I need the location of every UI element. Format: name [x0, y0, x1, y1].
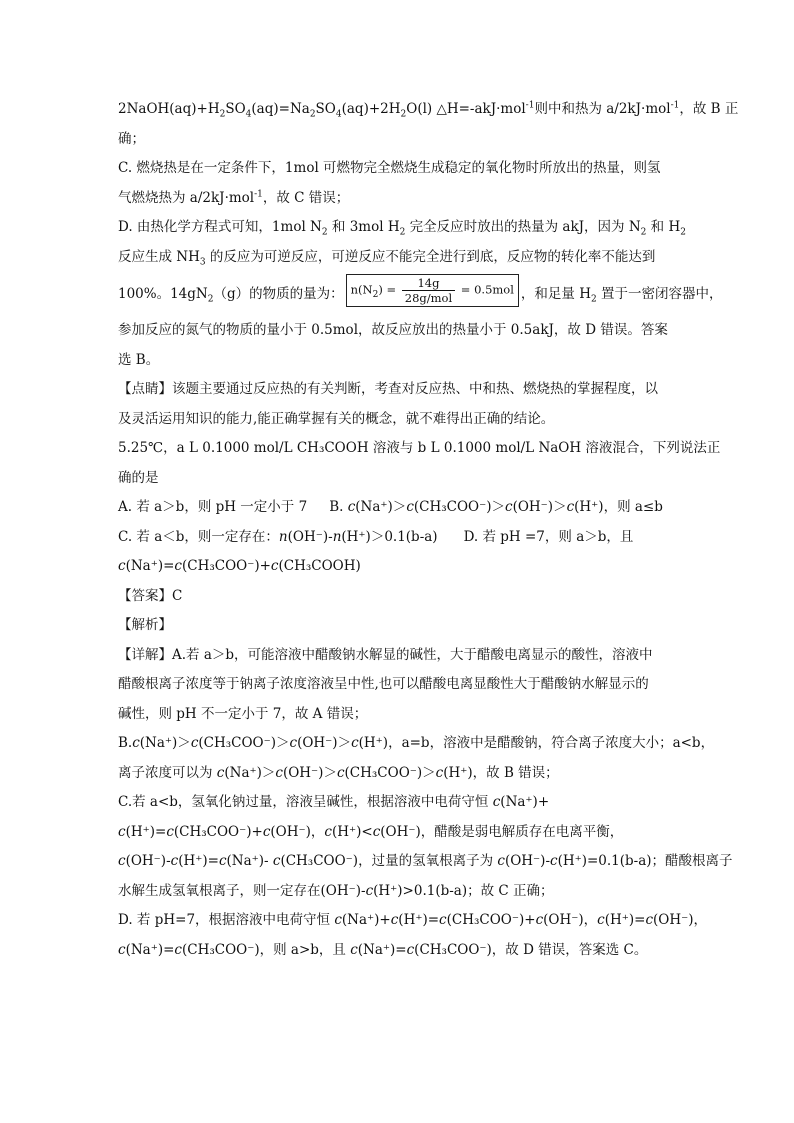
document-page	[118, 95, 739, 965]
text: c	[365, 882, 374, 899]
text: c	[497, 853, 505, 869]
text: ，和足量 H	[520, 286, 591, 302]
text-line: 碱性，则 pH 不一定小于 7，故 A 错误；	[118, 705, 368, 722]
text: (CH₃COO⁻)+	[173, 823, 263, 840]
text: c	[118, 558, 126, 574]
text: （g）的物质的量为：	[213, 286, 344, 302]
text: c	[118, 853, 126, 869]
text: D. 若 pH=7，根据溶液中电荷守恒	[118, 912, 335, 928]
text: (aq)+2H	[341, 101, 401, 117]
text: 2NaOH(aq)+H	[118, 101, 220, 117]
text: c	[334, 912, 342, 928]
subscript: 2	[590, 294, 597, 305]
text: (Na⁺)+	[500, 794, 550, 810]
text: (Na⁺)＞	[224, 764, 276, 781]
text: (CH₃COO⁻)+	[446, 912, 536, 928]
text: c	[270, 558, 279, 574]
text-line	[118, 729, 715, 759]
text: c	[535, 912, 544, 928]
option-line	[118, 523, 678, 553]
text: (OH⁻)，	[653, 912, 707, 928]
text: c	[190, 735, 199, 751]
text: (Na⁺)-	[226, 853, 273, 869]
text-line	[118, 936, 678, 966]
text: C. 若 a＜b，则一定存在：	[118, 528, 279, 545]
text: (Na⁺)=	[125, 941, 175, 958]
text: c	[272, 853, 281, 869]
text: (Na⁺)=	[357, 941, 407, 958]
option-line	[118, 493, 678, 523]
text: (OH⁻)-	[287, 528, 333, 545]
text: 100%。14gN	[118, 286, 208, 302]
text: (H⁺)，则 a≤b	[574, 499, 663, 515]
text: (CH₃COO⁻)，则 a>b，且	[181, 941, 351, 958]
text-line	[118, 243, 678, 273]
text-line	[118, 759, 678, 789]
question-line: 5.25℃，a L 0.1000 mol/L CH₃COOH 溶液与 b L 0.1000 mol/L NaOH 溶液混合，下列说法正	[118, 440, 721, 456]
text-line: 确；	[118, 130, 145, 147]
text: c	[390, 912, 399, 928]
text: c	[439, 912, 447, 928]
superscript: -1	[525, 100, 535, 111]
text: c	[566, 499, 575, 515]
text: 的反应为可逆反应，可逆反应不能完全进行到底，反应物的转化率不能达到	[205, 248, 656, 265]
text: c	[324, 823, 332, 840]
text: B.	[329, 499, 348, 515]
text: 则中和热为 a/2kJ·mol	[534, 101, 671, 117]
text: 和 3mol H	[327, 219, 400, 235]
text: c	[645, 912, 653, 928]
fraction	[402, 276, 455, 305]
text: c	[351, 735, 359, 751]
text: (CH₃COO⁻)+	[181, 558, 271, 574]
text: 完全反应时放出的热量为 akJ，因为 N	[405, 219, 641, 235]
subscript: 2	[640, 227, 647, 238]
subscript: 2	[400, 109, 407, 120]
text-line	[118, 552, 678, 582]
text: ) =	[378, 282, 400, 297]
subscript: 2	[372, 289, 379, 300]
subscript: 4	[245, 109, 252, 120]
option-a: A. 若 a＞b，则 pH 一定小于 7	[118, 499, 308, 515]
text: 离子浓度可以为	[118, 764, 217, 781]
fraction-numerator: 14g	[402, 276, 455, 291]
text: (H⁺)，故 B 错误；	[443, 764, 559, 781]
subscript: 2	[219, 109, 226, 120]
text: = 0.5mol	[457, 282, 514, 297]
subscript: 2	[399, 227, 406, 238]
text: c	[174, 941, 182, 958]
text-line	[118, 906, 707, 936]
text-line: 选 B。	[118, 351, 160, 368]
subscript: 2	[207, 294, 214, 305]
text: c	[166, 823, 174, 840]
text-line	[118, 877, 678, 907]
text: (CH₃COO⁻)＞	[198, 735, 290, 751]
subscript: 2	[680, 227, 686, 238]
text: (H⁺)=0.1(b-a)；醋酸根离子	[557, 853, 733, 869]
text: (OH⁻)＞	[282, 764, 337, 781]
text: c	[118, 941, 126, 958]
text-line: 及灵活运用知识的能力,能正确掌握有关的概念，就不难得出正确的结论。	[118, 410, 555, 427]
text-line	[118, 272, 723, 316]
text: (OH⁻)，醋酸是弱电解质存在电离平衡，	[380, 823, 624, 840]
text: C.若 a<b，氢氧化钠过量，溶液呈碱性，根据溶液中电荷守恒	[118, 794, 493, 810]
text: n	[332, 528, 342, 545]
text: c	[132, 735, 140, 751]
text: c	[350, 941, 358, 958]
text-line: 确的是	[118, 469, 159, 486]
text: (Na⁺)=	[125, 558, 175, 574]
text: c	[336, 764, 345, 781]
text: c	[505, 499, 513, 515]
text-line: 参加反应的氮气的物质的量小于 0.5mol，故反应放出的热量小于 0.5akJ，故 D 错误。答案	[118, 322, 668, 338]
text: SO	[225, 101, 246, 117]
text: (aq)=Na	[251, 101, 310, 117]
text: c	[435, 764, 444, 781]
text: c	[372, 823, 381, 840]
text: (CH₃COOH)	[278, 558, 361, 574]
text: (Na⁺)+	[341, 912, 391, 928]
text: c	[406, 941, 415, 958]
text: 气燃烧热为 a/2kJ·mol	[118, 189, 255, 206]
text: c	[275, 764, 283, 781]
text: c	[174, 558, 182, 574]
text: n	[278, 528, 288, 545]
text: (H⁺)>0.1(b-a)；故 C 正确；	[373, 882, 554, 899]
text-line	[118, 95, 739, 125]
text: (H⁺)<	[331, 823, 373, 840]
text: c	[347, 499, 356, 515]
text: (Na⁺)＞	[139, 735, 191, 751]
text: O(l) △H=-akJ·mol	[406, 101, 526, 117]
text: (H⁺)=	[398, 912, 440, 928]
text-line: 【详解】A.若 a＞b，可能溶液中醋酸钠水解显的碱性，大于醋酸电离显示的酸性，溶液中	[118, 646, 653, 663]
text-line	[118, 788, 678, 818]
text: (CH₃COO⁻)，故 D 错误，答案选 C。	[414, 941, 648, 958]
text: ，故 B 正	[679, 101, 739, 117]
text: (OH⁻)＞	[512, 499, 567, 515]
text-line	[118, 847, 733, 877]
text: 和 H	[646, 219, 681, 235]
text: c	[406, 499, 414, 515]
fraction-denominator: 28g/mol	[404, 291, 453, 305]
answer-label: 【答案】C	[118, 587, 183, 604]
text: c	[218, 853, 227, 869]
text: (H⁺)=	[125, 823, 167, 840]
text: 反应生成 NH	[118, 248, 200, 265]
subscript: 4	[335, 109, 342, 120]
text: (OH⁻)，	[270, 823, 325, 840]
text: (H⁺)＞0.1(b-a)	[341, 528, 438, 545]
text: (H⁺)=	[604, 912, 646, 928]
text: (OH⁻)＞	[297, 735, 352, 751]
text: 水解生成氢氧根离子，则一定存在(OH⁻)-	[118, 882, 366, 899]
text-line: C. 燃烧热是在一定条件下，1mol 可燃物完全燃烧生成稳定的氧化物时所放出的热量，则氢	[118, 160, 661, 176]
text: c	[550, 853, 558, 869]
text: (Na⁺)＞	[355, 499, 407, 515]
analysis-label: 【解析】	[118, 617, 172, 633]
subscript: 2	[309, 109, 316, 120]
subscript: 3	[199, 257, 206, 268]
text: (OH⁻)，	[543, 912, 598, 928]
text: c	[289, 735, 298, 751]
text-line	[118, 184, 678, 214]
text: (OH⁻)-	[504, 853, 550, 869]
text: n(N	[350, 282, 373, 297]
text: (OH⁻)-	[125, 853, 171, 869]
text-line: 醋酸根离子浓度等于钠离子浓度溶液呈中性,也可以醋酸电离显酸性大于醋酸钠水解显示的	[118, 676, 649, 692]
superscript: -1	[670, 100, 680, 111]
text: c	[597, 912, 605, 928]
text: B.	[118, 735, 133, 751]
text: (H⁺)，a=b，溶液中是醋酸钠，符合离子浓度大小；a<b，	[358, 735, 715, 751]
option-d: D. 若 pH =7，则 a＞b，且	[463, 528, 634, 545]
text-line: 【点睛】该题主要通过反应热的有关判断，考查对反应热、中和热、燃烧热的掌握程度，以	[118, 381, 658, 397]
text-line	[118, 213, 686, 243]
text: (H⁺)=	[178, 853, 219, 869]
text: c	[262, 823, 271, 840]
text: c	[170, 853, 179, 869]
superscript: -1	[254, 189, 263, 199]
text: SO	[315, 101, 336, 117]
text-line	[118, 818, 678, 848]
text: c	[118, 823, 126, 840]
text: D. 由热化学方程式可知，1mol N	[118, 219, 322, 235]
formula-box	[346, 274, 519, 307]
text: (CH₃COO⁻)＞	[413, 499, 506, 515]
text: c	[216, 764, 225, 781]
text: (CH₃COO⁻)，过量的氢氧根离子为	[280, 853, 498, 869]
text: ，故 C 错误；	[262, 189, 350, 206]
text: 置于一密闭容器中，	[596, 286, 723, 302]
subscript: 2	[321, 227, 328, 238]
text: (CH₃COO⁻)＞	[344, 764, 436, 781]
text: c	[492, 794, 501, 810]
